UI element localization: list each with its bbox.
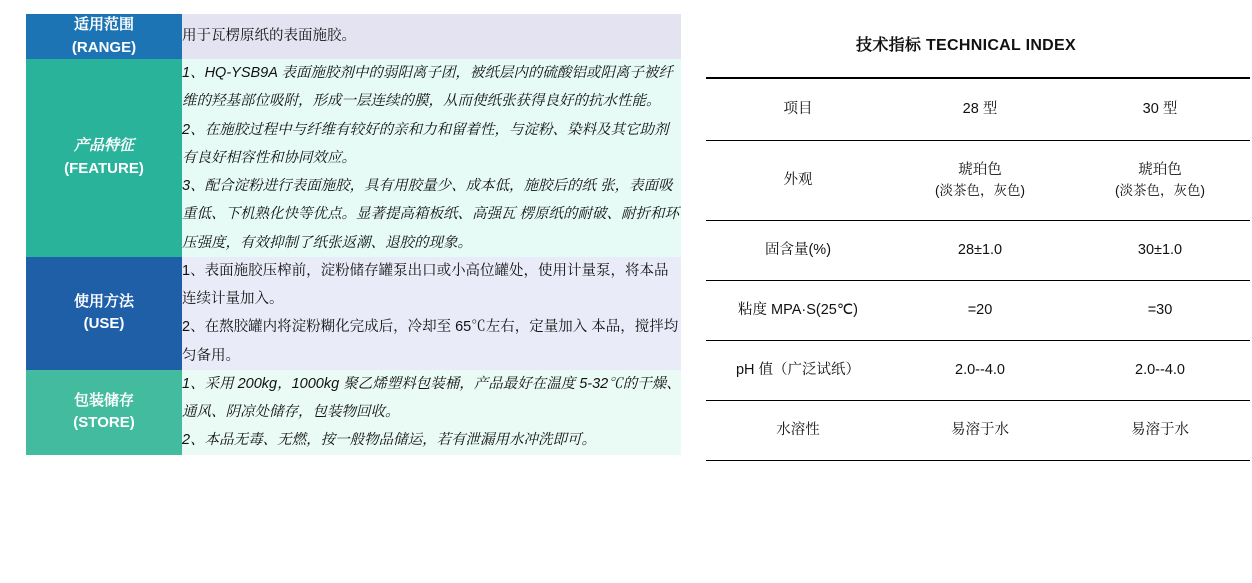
cell-water-solubility-28: 易溶于水 [890,400,1070,460]
table-row [706,220,1250,280]
table-row-range [26,14,681,59]
technical-index-title: 技术指标 TECHNICAL INDEX [856,37,1076,54]
row-label-use-cn: 使用方法 [73,292,134,310]
row-label-store [26,370,182,455]
row-item-viscosity: 粘度 MPA·S(25℃) [706,280,890,340]
row-label-range-cn: 适用范围 [73,16,134,33]
cell-solid-content-28: 28±1.0 [890,220,1070,280]
row-label-feature-cn: 产品特征 [73,137,134,155]
table-row [706,280,1250,340]
technical-index-section [706,14,1226,461]
cell-appearance-30 [1070,141,1250,221]
row-body-store [182,370,681,455]
table-header-row [706,78,1250,141]
feature-line-2: 2、在施胶过程中与纤维有较好的亲和力和留着性，与淀粉、染料及其它助剂有良好相容性和协同效应。 [182,121,669,166]
row-label-feature-en: (FEATURE) [64,159,144,177]
row-body-feature [182,59,681,257]
store-line-2: 2、本品无毒、无燃，按一般物品储运，若有泄漏用水冲洗即可。 [182,432,597,449]
technical-index-table [706,77,1250,461]
cell-solid-content-30: 30±1.0 [1070,220,1250,280]
range-line-1: 用于瓦楞原纸的表面施胶。 [182,28,356,45]
cell-water-solubility-30: 易溶于水 [1070,400,1250,460]
table-row-feature [26,59,681,257]
use-line-2: 2、在熬胶罐内将淀粉糊化完成后，冷却至 65℃左右，定量加入 本品，搅拌均匀备用。 [182,319,679,364]
row-label-use-en: (USE) [83,315,125,333]
cell-appearance-30-sub: (淡茶色，灰色) [1115,183,1205,199]
store-line-1: 1、采用 200kg，1000kg 聚乙烯塑料包装桶，产品最好在温度 5-32℃的干燥、通风、阴凉处储存，包装物回收。 [182,375,681,421]
cell-appearance-28 [890,141,1070,221]
table-row [706,141,1250,221]
table-row [706,400,1250,460]
row-label-range-en: (RANGE) [71,38,137,56]
feature-line-3: 3、配合淀粉进行表面施胶，具有用胶量少、成本低，施胶后的纸 张，表面吸重低、下机熟化快等优点。显著提高箱板纸、高强瓦 楞原纸的耐破、耐折和环压强度，有效抑制了纸张返潮、退胶的现象。 [182,178,680,251]
row-label-store-cn: 包装储存 [73,391,134,409]
use-line-1: 1、表面施胶压榨前，淀粉储存罐泵出口或小高位罐处，使用计量泵，将本品连续计量加入。 [182,262,669,308]
table-row-store [26,370,681,455]
cell-viscosity-28: =20 [890,280,1070,340]
row-item-water-solubility: 水溶性 [706,400,890,460]
row-label-feature [26,59,182,257]
row-label-range [26,14,182,59]
table-row [706,340,1250,400]
cell-viscosity-30: =30 [1070,280,1250,340]
header-type-30: 30 型 [1070,78,1250,141]
row-body-use [182,257,681,370]
header-type-28: 28 型 [890,78,1070,141]
cell-ph-30: 2.0--4.0 [1070,340,1250,400]
row-item-appearance: 外观 [706,141,890,221]
cell-ph-28: 2.0--4.0 [890,340,1070,400]
table-row-use [26,257,681,370]
cell-appearance-30-main: 琥珀色 [1138,162,1182,179]
cell-appearance-28-main: 琥珀色 [958,162,1002,179]
header-item: 项目 [706,78,890,141]
row-body-range [182,14,681,59]
row-item-ph: pH 值（广泛试纸） [706,340,890,400]
row-label-store-en: (STORE) [73,414,135,432]
row-label-use [26,257,182,370]
cell-appearance-28-sub: (淡茶色，灰色) [935,183,1025,199]
product-description-table [26,14,681,455]
row-item-solid-content: 固含量(%) [706,220,890,280]
feature-line-1: 1、HQ-YSB9A 表面施胶剂中的弱阳离子团，被纸层内的硫酸铝或阳离子被纤维的羟基部位吸附，形成一层连续的膜，从而使纸张获得良好的抗水性能。 [182,65,673,110]
